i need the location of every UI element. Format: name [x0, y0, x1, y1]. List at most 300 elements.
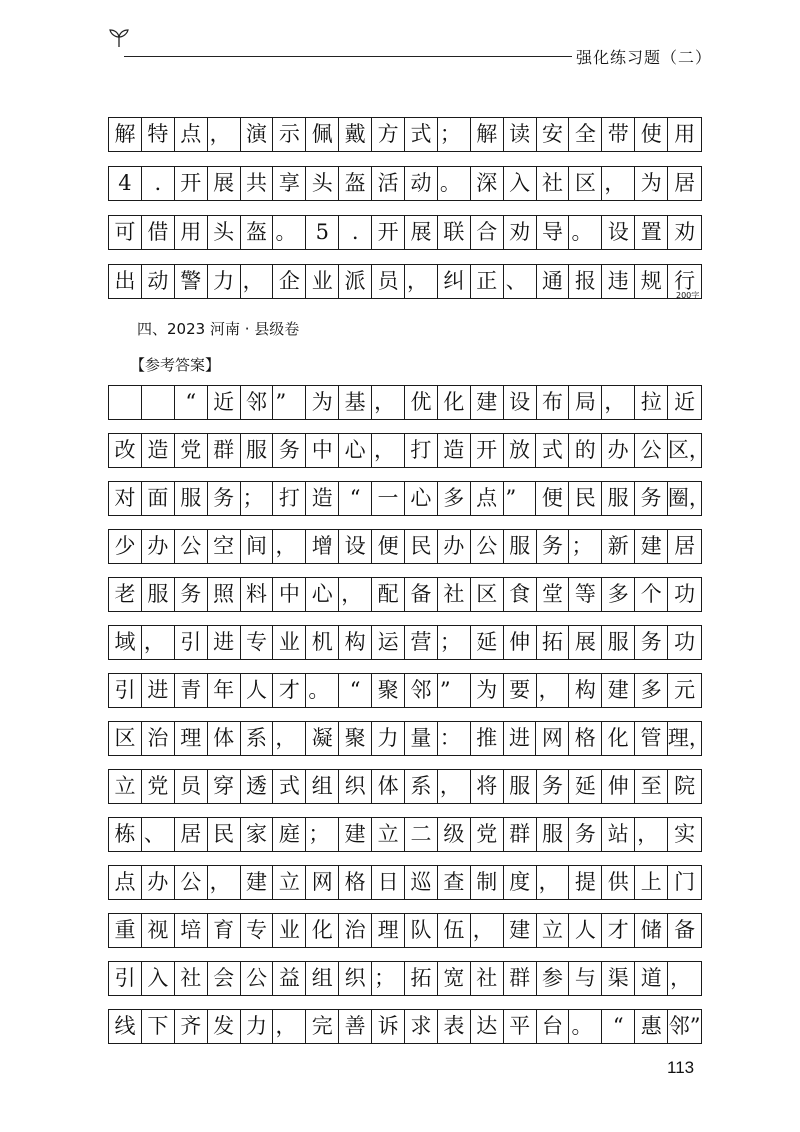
grid-cell: 员 — [175, 770, 208, 803]
grid-cell: 演 — [241, 118, 274, 151]
grid-cell: 聚 — [339, 722, 372, 755]
grid-cell: 民 — [569, 482, 602, 515]
grid-cell: 化 — [306, 914, 339, 947]
grid-cell: 运 — [372, 626, 405, 659]
grid-cell: 党 — [471, 818, 504, 851]
grid-cell: 。 — [569, 216, 602, 249]
grid-cell: 齐 — [175, 1010, 208, 1043]
grid-cell: ， — [273, 530, 306, 563]
grid-cell: 中 — [306, 434, 339, 467]
grid-cell: 心 — [339, 434, 372, 467]
grid-cell: 伸 — [504, 626, 537, 659]
grid-cell — [109, 386, 142, 419]
grid-cell: 治 — [142, 722, 175, 755]
grid-cell: 业 — [273, 914, 306, 947]
grid-cell: “ — [602, 1010, 635, 1043]
grid-cell: 佩 — [306, 118, 339, 151]
grid-cell: 拓 — [537, 626, 570, 659]
grid-cell: 务 — [635, 482, 668, 515]
grid-cell: 等 — [569, 578, 602, 611]
grid-cell: 治 — [339, 914, 372, 947]
grid-cell: 便 — [536, 482, 569, 515]
grid-cell: 居 — [175, 818, 208, 851]
grid-cell: 织 — [339, 962, 372, 995]
grid-cell: 优 — [405, 386, 438, 419]
grid-cell: 建 — [339, 818, 372, 851]
grid-cell: 宽 — [438, 962, 471, 995]
grid-cell: 务 — [537, 530, 570, 563]
grid-cell: 式 — [273, 770, 306, 803]
grid-cell: 服 — [537, 818, 570, 851]
grid-cell: 务 — [273, 434, 306, 467]
grid-cell: 安 — [537, 118, 570, 151]
grid-cell: 食 — [504, 578, 537, 611]
grid-cell: 制 — [471, 866, 504, 899]
grid-cell: 引 — [109, 962, 142, 995]
grid-cell: 用 — [674, 122, 696, 146]
grid-cell: 构 — [569, 674, 602, 707]
grid-cell: ， — [241, 265, 274, 298]
grid-cell: 多 — [635, 674, 668, 707]
grid-cell: 报 — [569, 265, 602, 298]
grid-cell: 业 — [306, 265, 339, 298]
grid-cell: 可 — [109, 216, 142, 249]
grid-row — [108, 961, 702, 996]
grid-cell: 引 — [175, 626, 208, 659]
grid-cell: 力 — [241, 1010, 274, 1043]
grid-cell: 储 — [635, 914, 668, 947]
grid-cell: 动 — [142, 265, 175, 298]
grid-row — [108, 529, 702, 564]
grid-cell: 服 — [602, 626, 635, 659]
grid-cell: 理， — [667, 726, 710, 750]
grid-cell: 聚 — [372, 674, 405, 707]
grid-row — [108, 913, 702, 948]
grid-cell: 违 — [602, 265, 635, 298]
grid-cell: 要 — [504, 674, 537, 707]
grid-cell: 求 — [405, 1010, 438, 1043]
grid-cell: 空 — [208, 530, 241, 563]
grid-cell: 头 — [208, 216, 241, 249]
grid-cell: 将 — [471, 770, 504, 803]
grid-row — [108, 865, 702, 900]
grid-cell: 公 — [175, 866, 208, 899]
grid-cell: 一 — [372, 482, 405, 515]
header-rule — [124, 56, 572, 57]
grid-cell: 通 — [537, 265, 570, 298]
grid-cell: 活 — [372, 167, 405, 200]
grid-cell: 区， — [667, 438, 710, 462]
grid-cell: 布 — [537, 386, 570, 419]
grid-cell: 立 — [273, 866, 306, 899]
grid-cell: 群 — [504, 818, 537, 851]
grid-cell: 合 — [471, 216, 504, 249]
grid-row — [108, 433, 710, 468]
grid-cell: 延 — [569, 770, 602, 803]
grid-cell: ， — [537, 674, 570, 707]
grid-cell: 至 — [635, 770, 668, 803]
grid-cell: ， — [537, 866, 570, 899]
grid-cell: 带 — [602, 118, 635, 151]
grid-cell: 民 — [208, 818, 241, 851]
grid-cell: 建 — [471, 386, 504, 419]
grid-cell: 点 — [471, 482, 504, 515]
grid-cell: 理 — [372, 914, 405, 947]
grid-cell: 近 — [674, 390, 696, 414]
grid-cell: 展 — [208, 167, 241, 200]
grid-cell: 体 — [372, 770, 405, 803]
grid-cell: 专 — [241, 914, 274, 947]
grid-cell: 发 — [208, 1010, 241, 1043]
grid-cell: ” — [273, 386, 306, 419]
grid-cell: 服 — [175, 482, 208, 515]
grid-cell: 企 — [273, 265, 306, 298]
grid-cell: 务 — [537, 770, 570, 803]
grid-cell: 社 — [537, 167, 570, 200]
grid-cell: 对 — [109, 482, 142, 515]
grid-cell: 巡 — [405, 866, 438, 899]
grid-row — [108, 264, 702, 299]
grid-cell: 共 — [241, 167, 274, 200]
grid-cell: ； — [438, 626, 471, 659]
grid-cell: 多 — [438, 482, 471, 515]
grid-cell: 警 — [175, 265, 208, 298]
grid-cell: 度 — [504, 866, 537, 899]
grid-cell: 重 — [109, 914, 142, 947]
grid-cell: 营 — [405, 626, 438, 659]
answer-grid-previous — [108, 117, 702, 313]
grid-cell: ， — [273, 722, 306, 755]
grid-cell: 用 — [175, 216, 208, 249]
grid-cell: 行 — [674, 269, 696, 293]
grid-cell: 组 — [306, 962, 339, 995]
grid-cell: 公 — [471, 530, 504, 563]
grid-cell: 出 — [109, 265, 142, 298]
grid-cell: 备 — [405, 578, 438, 611]
grid-cell: 开 — [372, 216, 405, 249]
grid-cell: 体 — [208, 722, 241, 755]
grid-cell: 盔 — [241, 216, 274, 249]
grid-cell: 格 — [339, 866, 372, 899]
grid-row — [108, 385, 702, 420]
grid-cell: 展 — [405, 216, 438, 249]
grid-cell: ， — [372, 386, 405, 419]
grid-cell: 台 — [537, 1010, 570, 1043]
grid-cell: 办 — [438, 530, 471, 563]
grid-cell: 功 — [674, 630, 696, 654]
grid-cell: ； — [372, 962, 405, 995]
grid-cell: ； — [241, 482, 274, 515]
grid-cell: 导 — [537, 216, 570, 249]
grid-cell: ， — [670, 966, 692, 990]
grid-cell: 门 — [674, 870, 696, 894]
grid-cell: ， — [142, 626, 175, 659]
grid-cell: 示 — [273, 118, 306, 151]
grid-cell: 戴 — [339, 118, 372, 151]
grid-cell: 为 — [635, 167, 668, 200]
grid-cell: 开 — [175, 167, 208, 200]
grid-cell: 造 — [142, 434, 175, 467]
grid-cell: 与 — [569, 962, 602, 995]
grid-cell: 社 — [471, 962, 504, 995]
grid-cell: 建 — [241, 866, 274, 899]
grid-cell: 下 — [142, 1010, 175, 1043]
grid-cell: 务 — [569, 818, 602, 851]
grid-cell: ， — [405, 265, 438, 298]
grid-cell: 惠 — [635, 1010, 668, 1043]
grid-cell: 解 — [471, 118, 504, 151]
grid-cell: 渠 — [602, 962, 635, 995]
grid-cell: 办 — [602, 434, 635, 467]
grid-cell: 设 — [602, 216, 635, 249]
section-heading: 四、2023 河南 · 县级卷 — [137, 320, 300, 338]
grid-cell: 展 — [569, 626, 602, 659]
grid-cell: 站 — [602, 818, 635, 851]
grid-row — [108, 166, 702, 201]
grid-cell: 群 — [504, 962, 537, 995]
grid-cell: 建 — [635, 530, 668, 563]
grid-cell: 二 — [405, 818, 438, 851]
grid-cell: 入 — [504, 167, 537, 200]
grid-cell: 造 — [306, 482, 339, 515]
grid-cell: 基 — [339, 386, 372, 419]
grid-cell: 解 — [109, 118, 142, 151]
grid-cell: 管 — [635, 722, 668, 755]
grid-cell: 上 — [635, 866, 668, 899]
grid-cell: 完 — [306, 1010, 339, 1043]
grid-cell: 日 — [372, 866, 405, 899]
grid-cell: 域 — [109, 626, 142, 659]
grid-cell: 立 — [109, 770, 142, 803]
grid-cell: 特 — [142, 118, 175, 151]
grid-cell: 育 — [208, 914, 241, 947]
page-header — [0, 0, 800, 80]
grid-cell: 化 — [438, 386, 471, 419]
grid-cell: 劝 — [674, 220, 696, 244]
grid-cell: ； — [569, 530, 602, 563]
grid-cell: 查 — [438, 866, 471, 899]
grid-cell: 规 — [635, 265, 668, 298]
grid-cell: 建 — [504, 914, 537, 947]
grid-cell: 纠 — [438, 265, 471, 298]
grid-cell: 放 — [504, 434, 537, 467]
grid-cell: 队 — [405, 914, 438, 947]
grid-cell: 区 — [109, 722, 142, 755]
grid-cell: ， — [273, 1010, 306, 1043]
grid-cell: 社 — [175, 962, 208, 995]
grid-cell: 公 — [635, 434, 668, 467]
grid-cell: 邻” — [668, 1014, 701, 1038]
grid-cell: 心 — [306, 578, 339, 611]
grid-cell: 新 — [602, 530, 635, 563]
grid-cell: 服 — [504, 770, 537, 803]
grid-cell: 居 — [674, 171, 696, 195]
grid-cell: ， — [208, 866, 241, 899]
grid-cell: 深 — [471, 167, 504, 200]
grid-cell: 联 — [438, 216, 471, 249]
grid-cell: 设 — [339, 530, 372, 563]
grid-cell: 借 — [142, 216, 175, 249]
grid-cell: 理 — [175, 722, 208, 755]
grid-cell: . — [142, 167, 175, 200]
grid-cell: 个 — [635, 578, 668, 611]
grid-cell: 建 — [602, 674, 635, 707]
grid-cell: 延 — [471, 626, 504, 659]
grid-cell: 益 — [273, 962, 306, 995]
grid-cell: 照 — [208, 578, 241, 611]
grid-cell: ； — [306, 818, 339, 851]
grid-cell: 进 — [142, 674, 175, 707]
grid-cell: ， — [471, 914, 504, 947]
grid-cell: 机 — [306, 626, 339, 659]
header-title: 强化练习题（二） — [576, 48, 713, 67]
grid-cell: 视 — [142, 914, 175, 947]
grid-cell: 便 — [372, 530, 405, 563]
grid-cell: 社 — [438, 578, 471, 611]
grid-cell: ， — [372, 434, 405, 467]
grid-cell: 的 — [569, 434, 602, 467]
page-number: 113 — [667, 1058, 695, 1077]
grid-cell: 全 — [569, 118, 602, 151]
grid-cell: 务 — [635, 626, 668, 659]
grid-cell: 派 — [339, 265, 372, 298]
grid-cell: 设 — [504, 386, 537, 419]
grid-cell: 式 — [405, 118, 438, 151]
grid-cell: 专 — [241, 626, 274, 659]
grid-cell: 使 — [635, 118, 668, 151]
grid-cell: 增 — [306, 530, 339, 563]
grid-cell: 。 — [569, 1010, 602, 1043]
grid-cell: 。 — [438, 167, 471, 200]
grid-cell: 配 — [372, 578, 405, 611]
grid-cell: 党 — [142, 770, 175, 803]
grid-cell: 办 — [142, 530, 175, 563]
grid-cell: 参 — [537, 962, 570, 995]
grid-cell: 青 — [175, 674, 208, 707]
grid-cell: 堂 — [537, 578, 570, 611]
grid-cell: 料 — [241, 578, 274, 611]
grid-cell: 道 — [635, 962, 668, 995]
grid-cell: 老 — [109, 578, 142, 611]
grid-cell: ； — [438, 118, 471, 151]
grid-row — [108, 117, 702, 152]
grid-cell: 面 — [142, 482, 175, 515]
grid-cell: 系 — [405, 770, 438, 803]
grid-cell: 人 — [241, 674, 274, 707]
sprout-icon — [108, 28, 130, 48]
grid-cell: 庭 — [273, 818, 306, 851]
grid-cell: ， — [635, 818, 668, 851]
grid-cell: 置 — [635, 216, 668, 249]
grid-cell: ， — [602, 167, 635, 200]
grid-cell: “ — [175, 386, 208, 419]
grid-cell: 立 — [537, 914, 570, 947]
grid-cell: 点 — [109, 866, 142, 899]
grid-cell: 点 — [175, 118, 208, 151]
grid-cell: 近 — [208, 386, 241, 419]
grid-cell: 入 — [142, 962, 175, 995]
grid-row — [108, 769, 702, 804]
grid-row — [108, 215, 702, 250]
grid-cell: 服 — [241, 434, 274, 467]
grid-cell: 伸 — [602, 770, 635, 803]
grid-cell: 业 — [273, 626, 306, 659]
grid-cell: 诉 — [372, 1010, 405, 1043]
grid-cell: 盔 — [339, 167, 372, 200]
grid-cell: 改 — [109, 434, 142, 467]
grid-row — [108, 1009, 702, 1044]
grid-cell: 引 — [109, 674, 142, 707]
grid-cell: 化 — [602, 722, 635, 755]
grid-cell: 少 — [109, 530, 142, 563]
grid-cell: 服 — [142, 578, 175, 611]
grid-row — [108, 721, 710, 756]
grid-cell: 善 — [339, 1010, 372, 1043]
grid-cell: 元 — [674, 678, 696, 702]
grid-cell: 服 — [504, 530, 537, 563]
grid-cell: 群 — [208, 434, 241, 467]
grid-cell: 务 — [208, 482, 241, 515]
grid-cell: 才 — [602, 914, 635, 947]
grid-cell: 系 — [241, 722, 274, 755]
grid-cell: 家 — [241, 818, 274, 851]
grid-cell: 达 — [471, 1010, 504, 1043]
grid-cell: 服 — [602, 482, 635, 515]
grid-cell: 才 — [273, 674, 306, 707]
grid-cell: 劝 — [504, 216, 537, 249]
grid-cell: “ — [339, 674, 372, 707]
grid-cell: 线 — [109, 1010, 142, 1043]
grid-cell: 区 — [569, 167, 602, 200]
grid-cell: 拉 — [635, 386, 668, 419]
grid-cell: 邻 — [405, 674, 438, 707]
grid-cell: ， — [438, 770, 471, 803]
grid-cell: ： — [438, 722, 471, 755]
grid-cell: ” — [504, 482, 537, 515]
grid-cell: 式 — [536, 434, 569, 467]
grid-cell: ， — [602, 386, 635, 419]
grid-cell: 年 — [208, 674, 241, 707]
grid-cell: 凝 — [306, 722, 339, 755]
grid-cell: 网 — [536, 722, 569, 755]
grid-cell: 拓 — [405, 962, 438, 995]
grid-row — [108, 817, 702, 852]
grid-cell: 构 — [339, 626, 372, 659]
word-count-marker: 200字 — [676, 291, 700, 300]
grid-cell: 区 — [471, 578, 504, 611]
grid-cell: 网 — [306, 866, 339, 899]
grid-cell: 。 — [306, 674, 339, 707]
grid-cell: 功 — [674, 582, 696, 606]
grid-cell: . — [339, 216, 372, 249]
grid-cell: 邻 — [241, 386, 274, 419]
grid-cell: ， — [339, 578, 372, 611]
grid-cell: 力 — [372, 722, 405, 755]
grid-row — [108, 673, 702, 708]
grid-cell: 进 — [208, 626, 241, 659]
grid-cell: ， — [208, 118, 241, 151]
grid-cell: 组 — [306, 770, 339, 803]
grid-cell: 院 — [674, 774, 696, 798]
grid-cell: 会 — [208, 962, 241, 995]
grid-cell: 供 — [602, 866, 635, 899]
grid-row — [108, 577, 702, 612]
grid-cell: 透 — [241, 770, 274, 803]
grid-cell: 务 — [175, 578, 208, 611]
grid-cell: 、 — [142, 818, 175, 851]
grid-cell: 力 — [208, 265, 241, 298]
grid-cell: 平 — [504, 1010, 537, 1043]
